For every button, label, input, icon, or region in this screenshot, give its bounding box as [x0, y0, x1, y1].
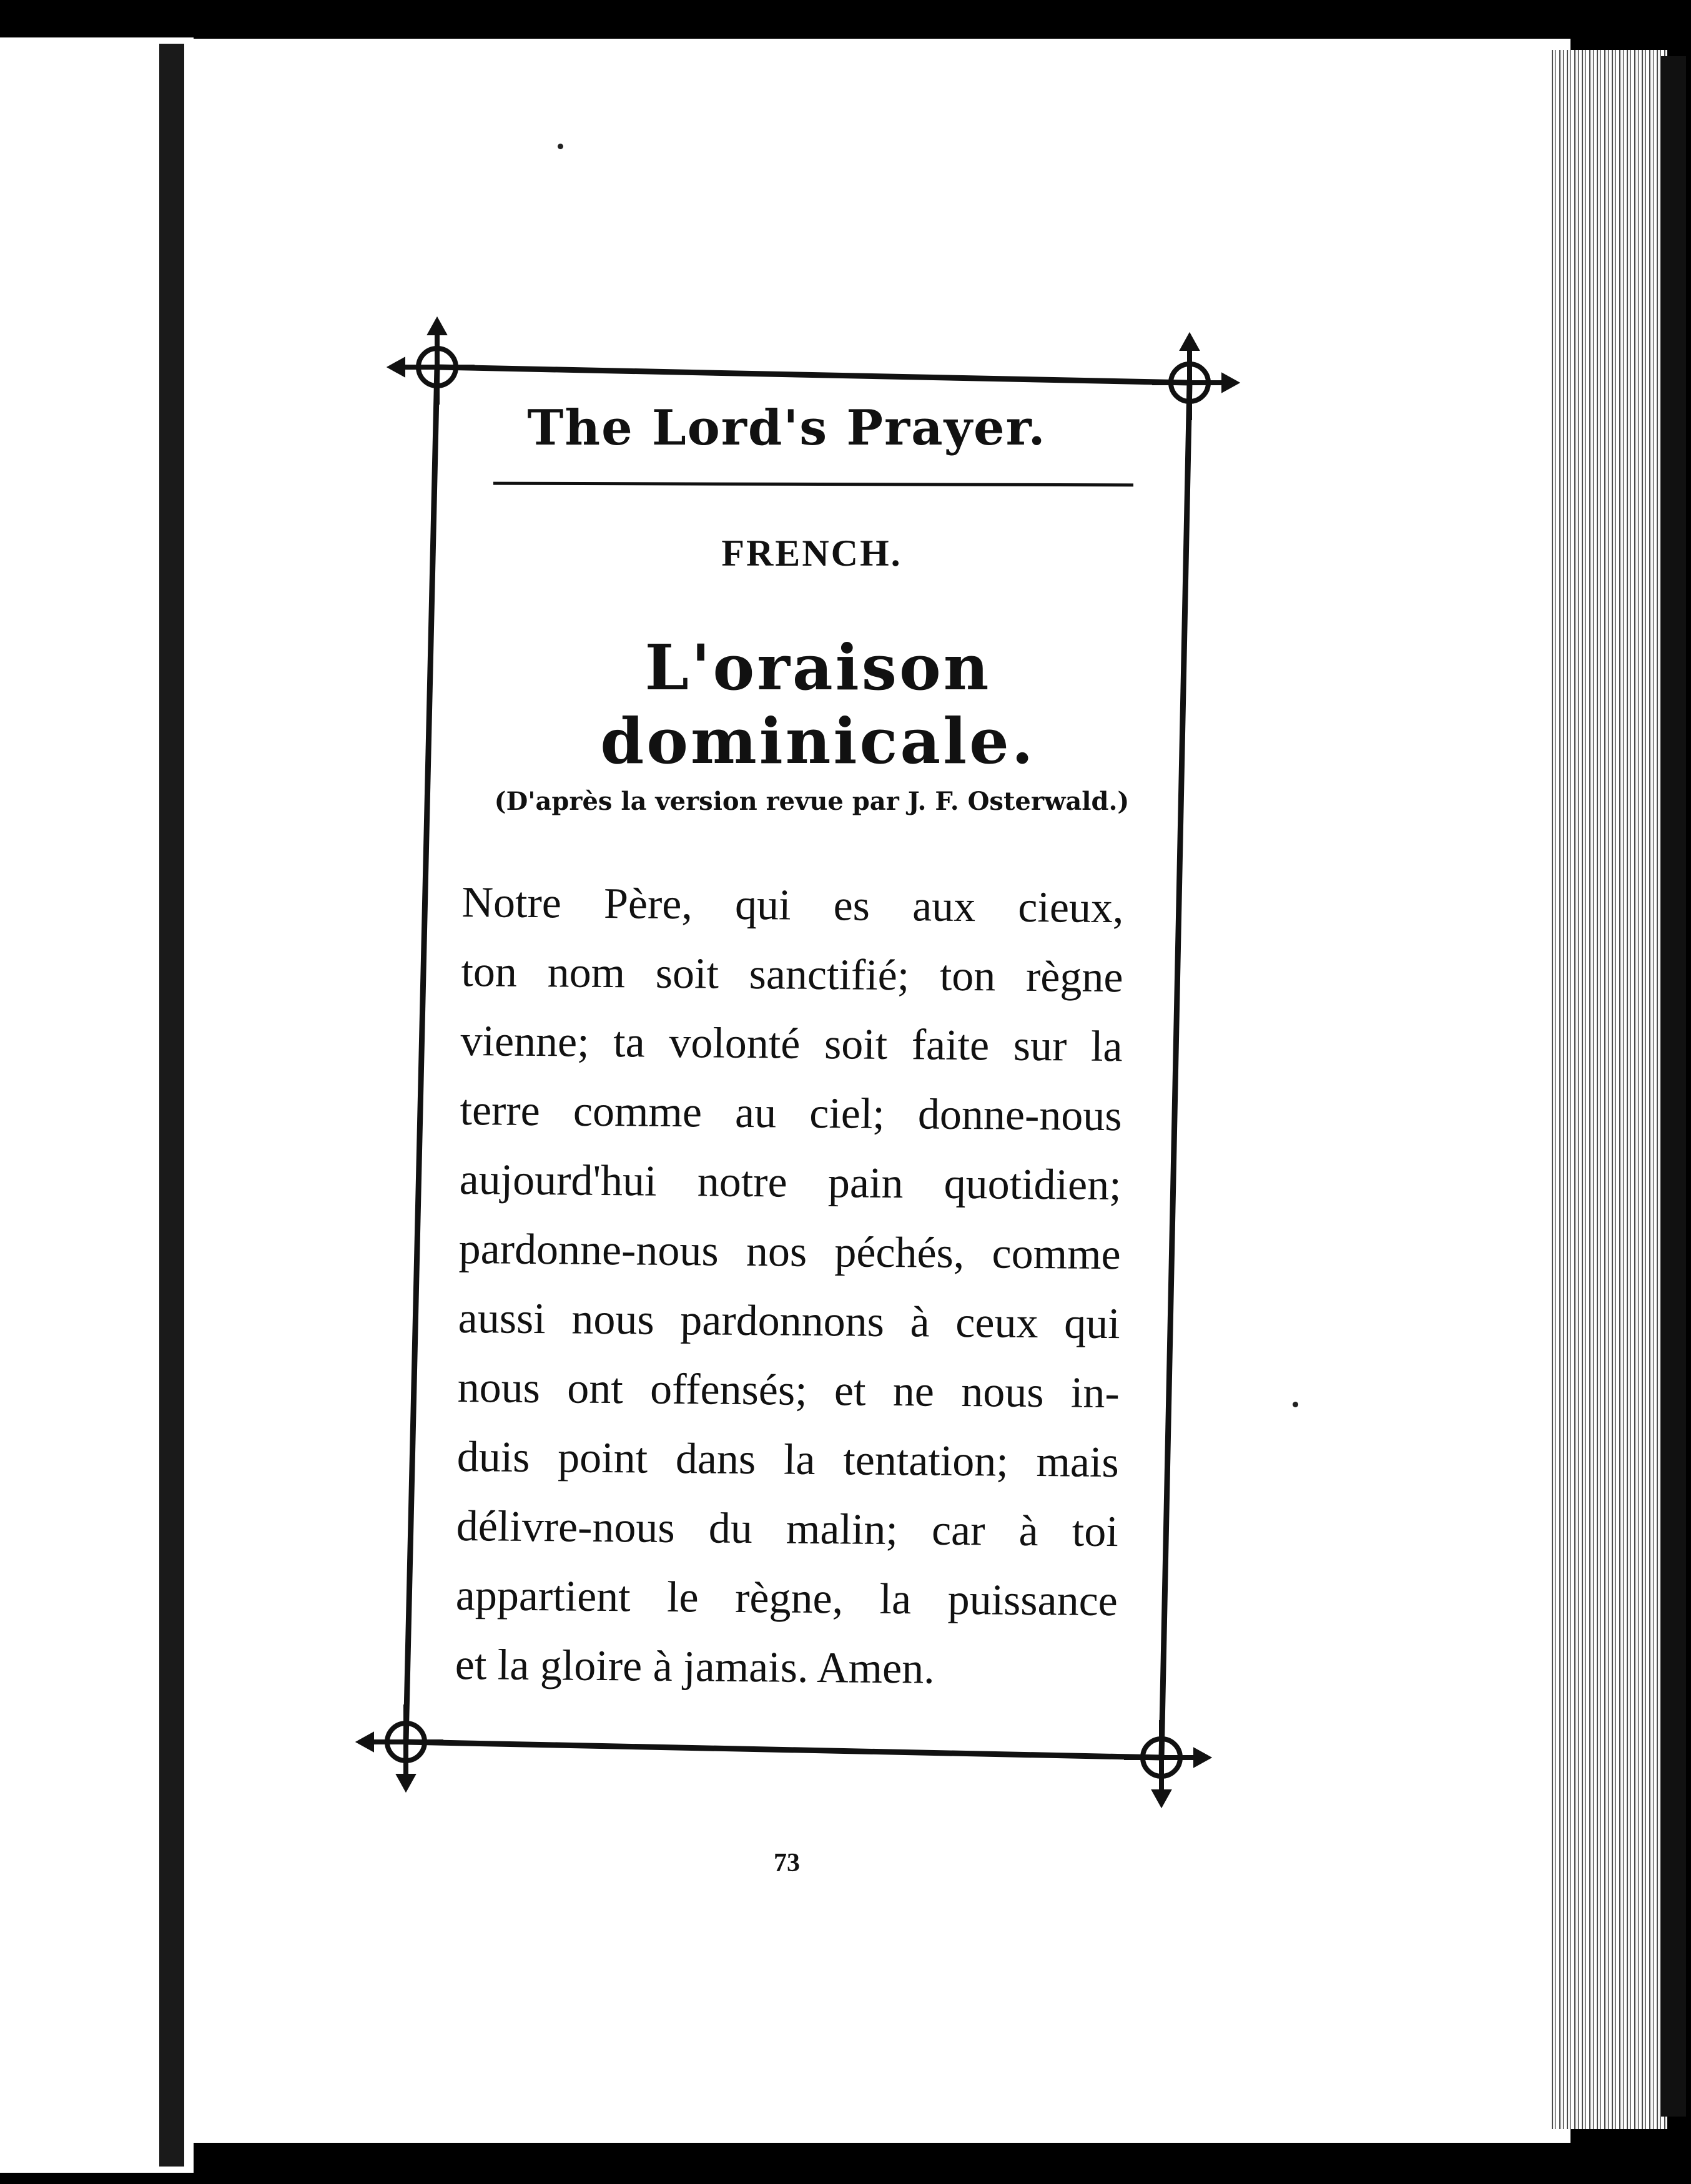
- prayer-line: appartient le règne, la puissance: [455, 1571, 1118, 1626]
- prayer-line: nous ont offensés; et ne nous in-: [457, 1363, 1120, 1418]
- prayer-line: pardonne-nous nos péchés, comme: [458, 1224, 1121, 1279]
- page-number: 73: [774, 1849, 800, 1877]
- prayer-line: délivre-nous du malin; car à toi: [456, 1502, 1119, 1557]
- frame-right-border: [1161, 383, 1190, 1758]
- frame-bottom-border: [406, 1742, 1161, 1758]
- prayer-text: [455, 868, 1124, 1705]
- prayer-title: L'oraison dominicale.: [600, 631, 1036, 778]
- prayer-line: vienne; ta volonté soit faite sur la: [460, 1016, 1123, 1071]
- prayer-line: aussi nous pardonnons à ceux qui: [458, 1294, 1120, 1349]
- prayer-line: ton nom soit sanctifié; ton règne: [461, 947, 1123, 1002]
- prayer-line: aujourd'hui notre pain quotidien;: [459, 1155, 1122, 1210]
- frame-top-border: [437, 367, 1190, 383]
- prayer-line: Notre Père, qui es aux cieux,: [461, 878, 1124, 933]
- frame-left-border: [406, 367, 437, 1742]
- running-header-title: The Lord's Prayer.: [527, 400, 1047, 456]
- corner-ornament-top-left-icon: [392, 322, 475, 405]
- language-heading: FRENCH.: [721, 533, 902, 574]
- corner-ornament-top-right-icon: [1152, 337, 1235, 420]
- translation-attribution: (D'après la version revue par J. F. Osterwald.): [494, 787, 1130, 816]
- prayer-line: terre comme au ciel; donne-nous: [460, 1086, 1122, 1141]
- corner-ornament-bottom-right-icon: [1124, 1720, 1207, 1803]
- prayer-line: et la gloire à jamais. Amen.: [455, 1640, 935, 1693]
- prayer-line: duis point dans la tentation; mais: [456, 1432, 1120, 1487]
- corner-ornament-bottom-left-icon: [360, 1704, 443, 1788]
